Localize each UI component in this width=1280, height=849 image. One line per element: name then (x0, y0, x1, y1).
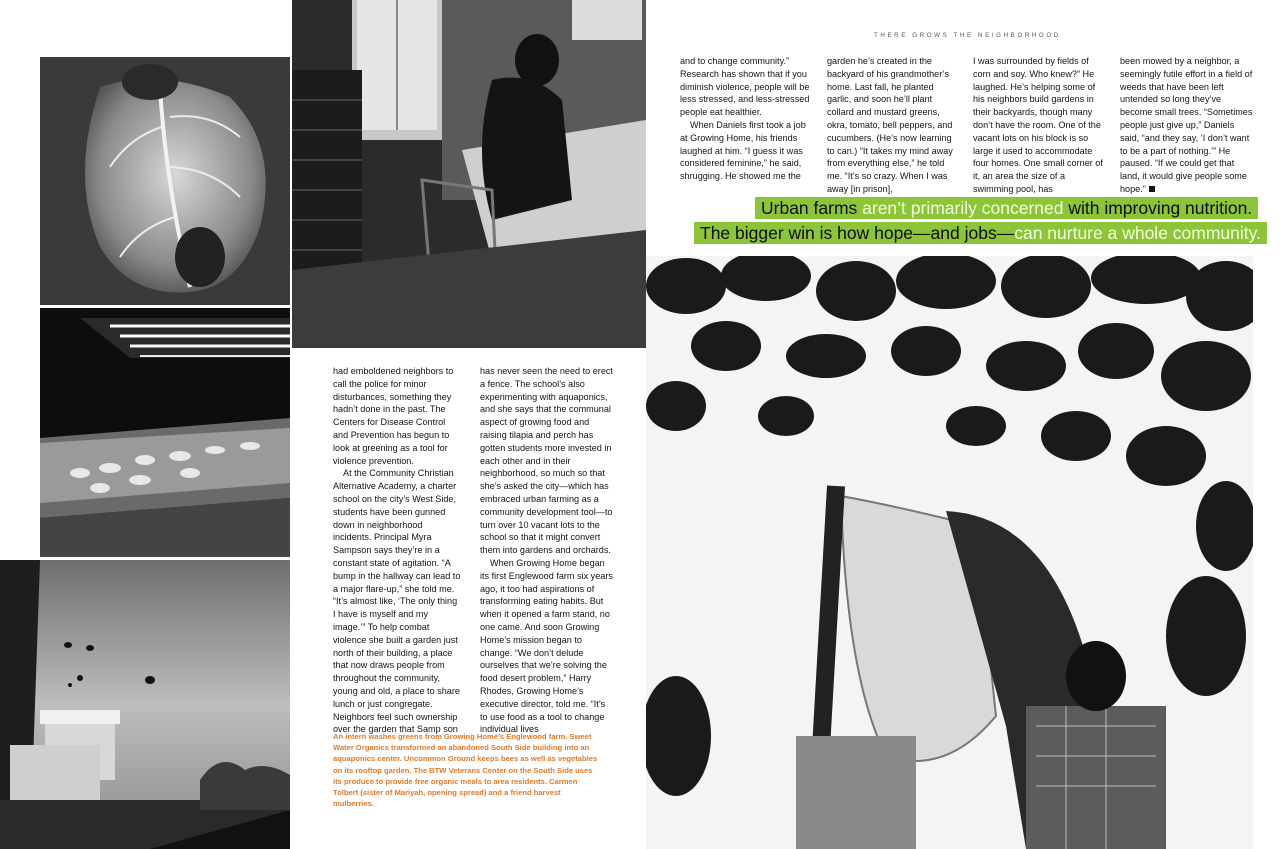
pull-quote-segment: can nurture a whole community. (1014, 223, 1261, 243)
paragraph: has never seen the need to erect a fence. The school’s also experimenting with aquaponics, and she says that the communal aspect of growing food and raising tilapia and perch has gotten students more invested in each other and in their neighborhood, so much so that she’s asked the city—which has embraced urban farming as a community development tool—to turn over 10 vacant lots to the school so that it might convert them into gardens and orchards. (480, 366, 613, 556)
running-head: THERE GROWS THE NEIGHBORHOOD (874, 32, 1061, 39)
paragraph: and to change community.” Research has shown that if you diminish violence, people will be less stressed, and less-stressed people eat healthier. (680, 56, 810, 118)
body-column-3 (680, 55, 812, 183)
pull-quote-line-2 (694, 222, 1267, 244)
paragraph (1120, 55, 1254, 196)
end-mark-icon (1149, 186, 1155, 192)
pull-quote-line-1 (755, 197, 1258, 219)
paragraph: had emboldened neighbors to call the police for minor disturbances, something they hadn’t done in the past. The Centers for Disease Control and Prevention has begun to look at greening as a tool for violence prevention. (333, 366, 454, 466)
photo-rooftop-bees (0, 560, 290, 849)
pull-quote-segment: aren’t primarily concerned (862, 198, 1069, 218)
pull-quote-segment: with improving nutrition. (1068, 198, 1253, 218)
photo-greens-leaf (40, 57, 290, 305)
paragraph: At the Community Christian Alternative Academy, a charter school on the city’s West Side, students have been gunned down in neighborhood incidents. Principal Myra Sampson says they’re in a constant state of agitation. “A bump in the hallway can lead to a major flare-up,” she told me. “It’s almost like, ‘The only thing I have is myself and my image.’” To help combat violence she built a garden just north of their building, a place that now draws people from throughout the community, young and old, a place to share lunch or just congregate. Neighbors feel such ownership over the garden that Samp son (333, 468, 461, 735)
paragraph: When Daniels first took a job at Growing Home, his friends laughed at him. “I guess it was considered feminine,” he said, shrugging. He showed me the (680, 119, 806, 182)
body-column-5 (973, 55, 1107, 196)
body-column-1 (333, 365, 461, 736)
photo-mulberry-harvest (646, 256, 1253, 849)
body-column-2 (480, 365, 613, 736)
paragraph: When Growing Home began its first Englewood farm six years ago, it too had aspirations of transforming eating habits. But when it opened a farm stand, no one came. And soon Growing Home’s mission began to change. “We don’t delude ourselves that we’re solving the food desert problem,” Harry Rhodes, Growing Home’s executive director, told me. “It’s to use food as a tool to change individual lives (480, 557, 613, 735)
photo-caption: An intern washes greens from Growing Home’s Englewood farm. Sweet Water Organics transformed an abandoned South Side building into an aquaponics center. Uncommon Ground keeps bees as well as vegetables on its rooftop garden. The BTW Veterans Center on the South Side uses its produce to provide free organic meals to area residents. Carmen Tolbert (sister of Mariyah, opening spread) and a friend harvest mulberries. (333, 732, 598, 809)
body-column-6 (1120, 55, 1254, 196)
pull-quote-segment: The bigger win is how hope—and jobs— (700, 223, 1015, 243)
paragraph: I was surrounded by fields of corn and soy. Who knew?” He laughed. He’s helping some of his neighbors build gardens in their backyards, though many don’t have the room. One of the vacant lots on his block is so large it used to accommodate four homes. One small corner of it, an area the size of a swimming pool, has (973, 56, 1103, 194)
photo-aquaponics (40, 308, 290, 557)
body-column-4 (827, 55, 958, 196)
paragraph: garden he’s created in the backyard of his grandmother’s home. Last fall, he planted garlic, and soon he’ll plant collard and mustard greens, okra, tomato, bell peppers, and cucumbers. (He’s now learning to can.) “It takes my mind away from everything else,” he told me. “It’s so crazy. When I was away [in prison], (827, 56, 953, 194)
paragraph-text: been mowed by a neighbor, a seemingly futile effort in a field of weeds that have been left untended so long they’ve become small trees. “Sometimes people just give up,” Daniels said, “and they say, ‘I don’t want to be a part of nothing.’” He paused. “If we could get that land, it would give people some hope.” (1120, 56, 1253, 194)
photo-seated-man (292, 0, 646, 348)
pull-quote-segment: Urban farms (761, 198, 863, 218)
